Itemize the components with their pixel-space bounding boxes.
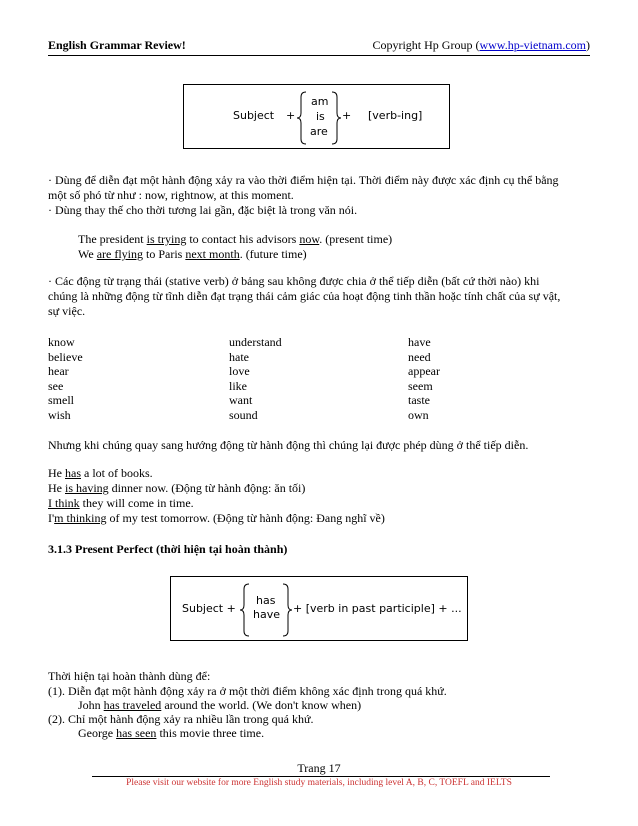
section-title: 3.1.3 Present Perfect (thời hiện tại hoàn thành) <box>48 542 288 556</box>
formula2-rest: + [verb in past participle] + ... <box>293 602 462 615</box>
list-item: need <box>408 349 431 364</box>
stative-line-1: · Các động từ trạng thái (stative verb) ở bảng sau không được chia ở thể tiếp diễn (bất cứ thời nào) khi <box>48 274 540 288</box>
list-item: hate <box>229 349 249 364</box>
formula2-has: has <box>256 594 276 607</box>
list-item: love <box>229 364 250 378</box>
list-item: seem <box>408 378 433 393</box>
list-item: appear <box>408 364 440 378</box>
example-present: The president is trying to contact his advisors now. (present time) <box>78 232 393 246</box>
perfect-example-2: George has seen this movie three time. <box>78 726 265 740</box>
verb-column-1 <box>48 335 83 422</box>
footer-divider <box>92 776 550 777</box>
formula-subject: Subject <box>233 109 275 122</box>
list-item: understand <box>229 335 282 349</box>
formula-is: is <box>316 110 325 123</box>
present-perfect-formula <box>170 576 468 641</box>
list-item: hear <box>48 364 69 378</box>
verb-column-2 <box>229 335 282 422</box>
website-link[interactable]: www.hp-vietnam.com <box>479 38 586 52</box>
example-think: I think they will come in time. <box>48 496 194 510</box>
verb-column-3 <box>408 335 440 422</box>
usage-line-1: · Dùng để diễn đạt một hành động xảy ra vào thời điểm hiện tại. Thời điểm này được xác định cụ thể bằng <box>48 173 559 187</box>
formula-verb: [verb-ing] <box>368 109 423 122</box>
list-item: sound <box>229 407 258 422</box>
list-item: smell <box>48 393 74 407</box>
usage-line-2: một số phó từ như : now, rightnow, at this moment. <box>48 188 294 202</box>
formula-plus-2: + <box>342 109 352 122</box>
stative-line-2: chúng là những động từ tĩnh diễn đạt trạng thái cảm giác của hoạt động tinh thần hoặc tính chất của sự vật, <box>48 289 561 303</box>
example-future: We are flying to Paris next month. (future time) <box>78 247 307 261</box>
action-verb-note: Nhưng khi chúng quay sang hướng động từ hành động thì chúng lại được phép dùng ở thể tiếp diễn. <box>48 438 529 452</box>
perfect-intro: Thời hiện tại hoàn thành dùng để: <box>48 669 211 683</box>
list-item: want <box>229 393 253 407</box>
left-brace-icon <box>239 583 251 637</box>
formula-plus-1: + <box>286 109 296 122</box>
header-title: English Grammar Review! <box>48 38 186 52</box>
formula2-have: have <box>253 608 280 621</box>
stative-line-3: sự việc. <box>48 304 86 318</box>
right-brace-icon <box>330 91 342 145</box>
perfect-usage-1: (1). Diễn đạt một hành động xảy ra ở một thời điểm không xác định trong quá khứ. <box>48 684 447 698</box>
list-item: taste <box>408 393 430 407</box>
list-item: know <box>48 335 75 349</box>
list-item: wish <box>48 407 71 422</box>
page-number: Trang 17 <box>297 761 341 775</box>
list-item: own <box>408 407 429 422</box>
right-brace-icon <box>281 583 293 637</box>
page-header <box>48 36 590 56</box>
formula-am: am <box>311 95 329 108</box>
copyright-close: ) <box>586 38 590 52</box>
left-brace-icon <box>296 91 308 145</box>
example-has: He has a lot of books. <box>48 466 153 480</box>
footer-text: Please visit our website for more English study materials, including level A, B, C, TOEFL and IELTS <box>126 778 512 788</box>
copyright-text: Copyright Hp Group ( <box>372 38 480 52</box>
usage-line-3: · Dùng thay thế cho thời tương lai gần, đặc biệt là trong văn nói. <box>48 203 358 217</box>
list-item: like <box>229 378 247 393</box>
perfect-example-1: John has traveled around the world. (We don't know when) <box>78 698 362 712</box>
list-item: have <box>408 335 431 349</box>
present-continuous-formula <box>183 84 450 149</box>
list-item: see <box>48 378 64 393</box>
header-copyright <box>372 38 590 53</box>
list-item: believe <box>48 349 83 364</box>
example-thinking: I'm thinking of my test tomorrow. (Động từ hành động: Đang nghĩ về) <box>48 511 385 525</box>
formula2-subject: Subject + <box>182 602 236 615</box>
formula-are: are <box>310 125 328 138</box>
perfect-usage-2: (2). Chỉ một hành động xảy ra nhiều lần trong quá khứ. <box>48 712 314 726</box>
example-is-having: He is having dinner now. (Động từ hành động: ăn tối) <box>48 481 306 495</box>
